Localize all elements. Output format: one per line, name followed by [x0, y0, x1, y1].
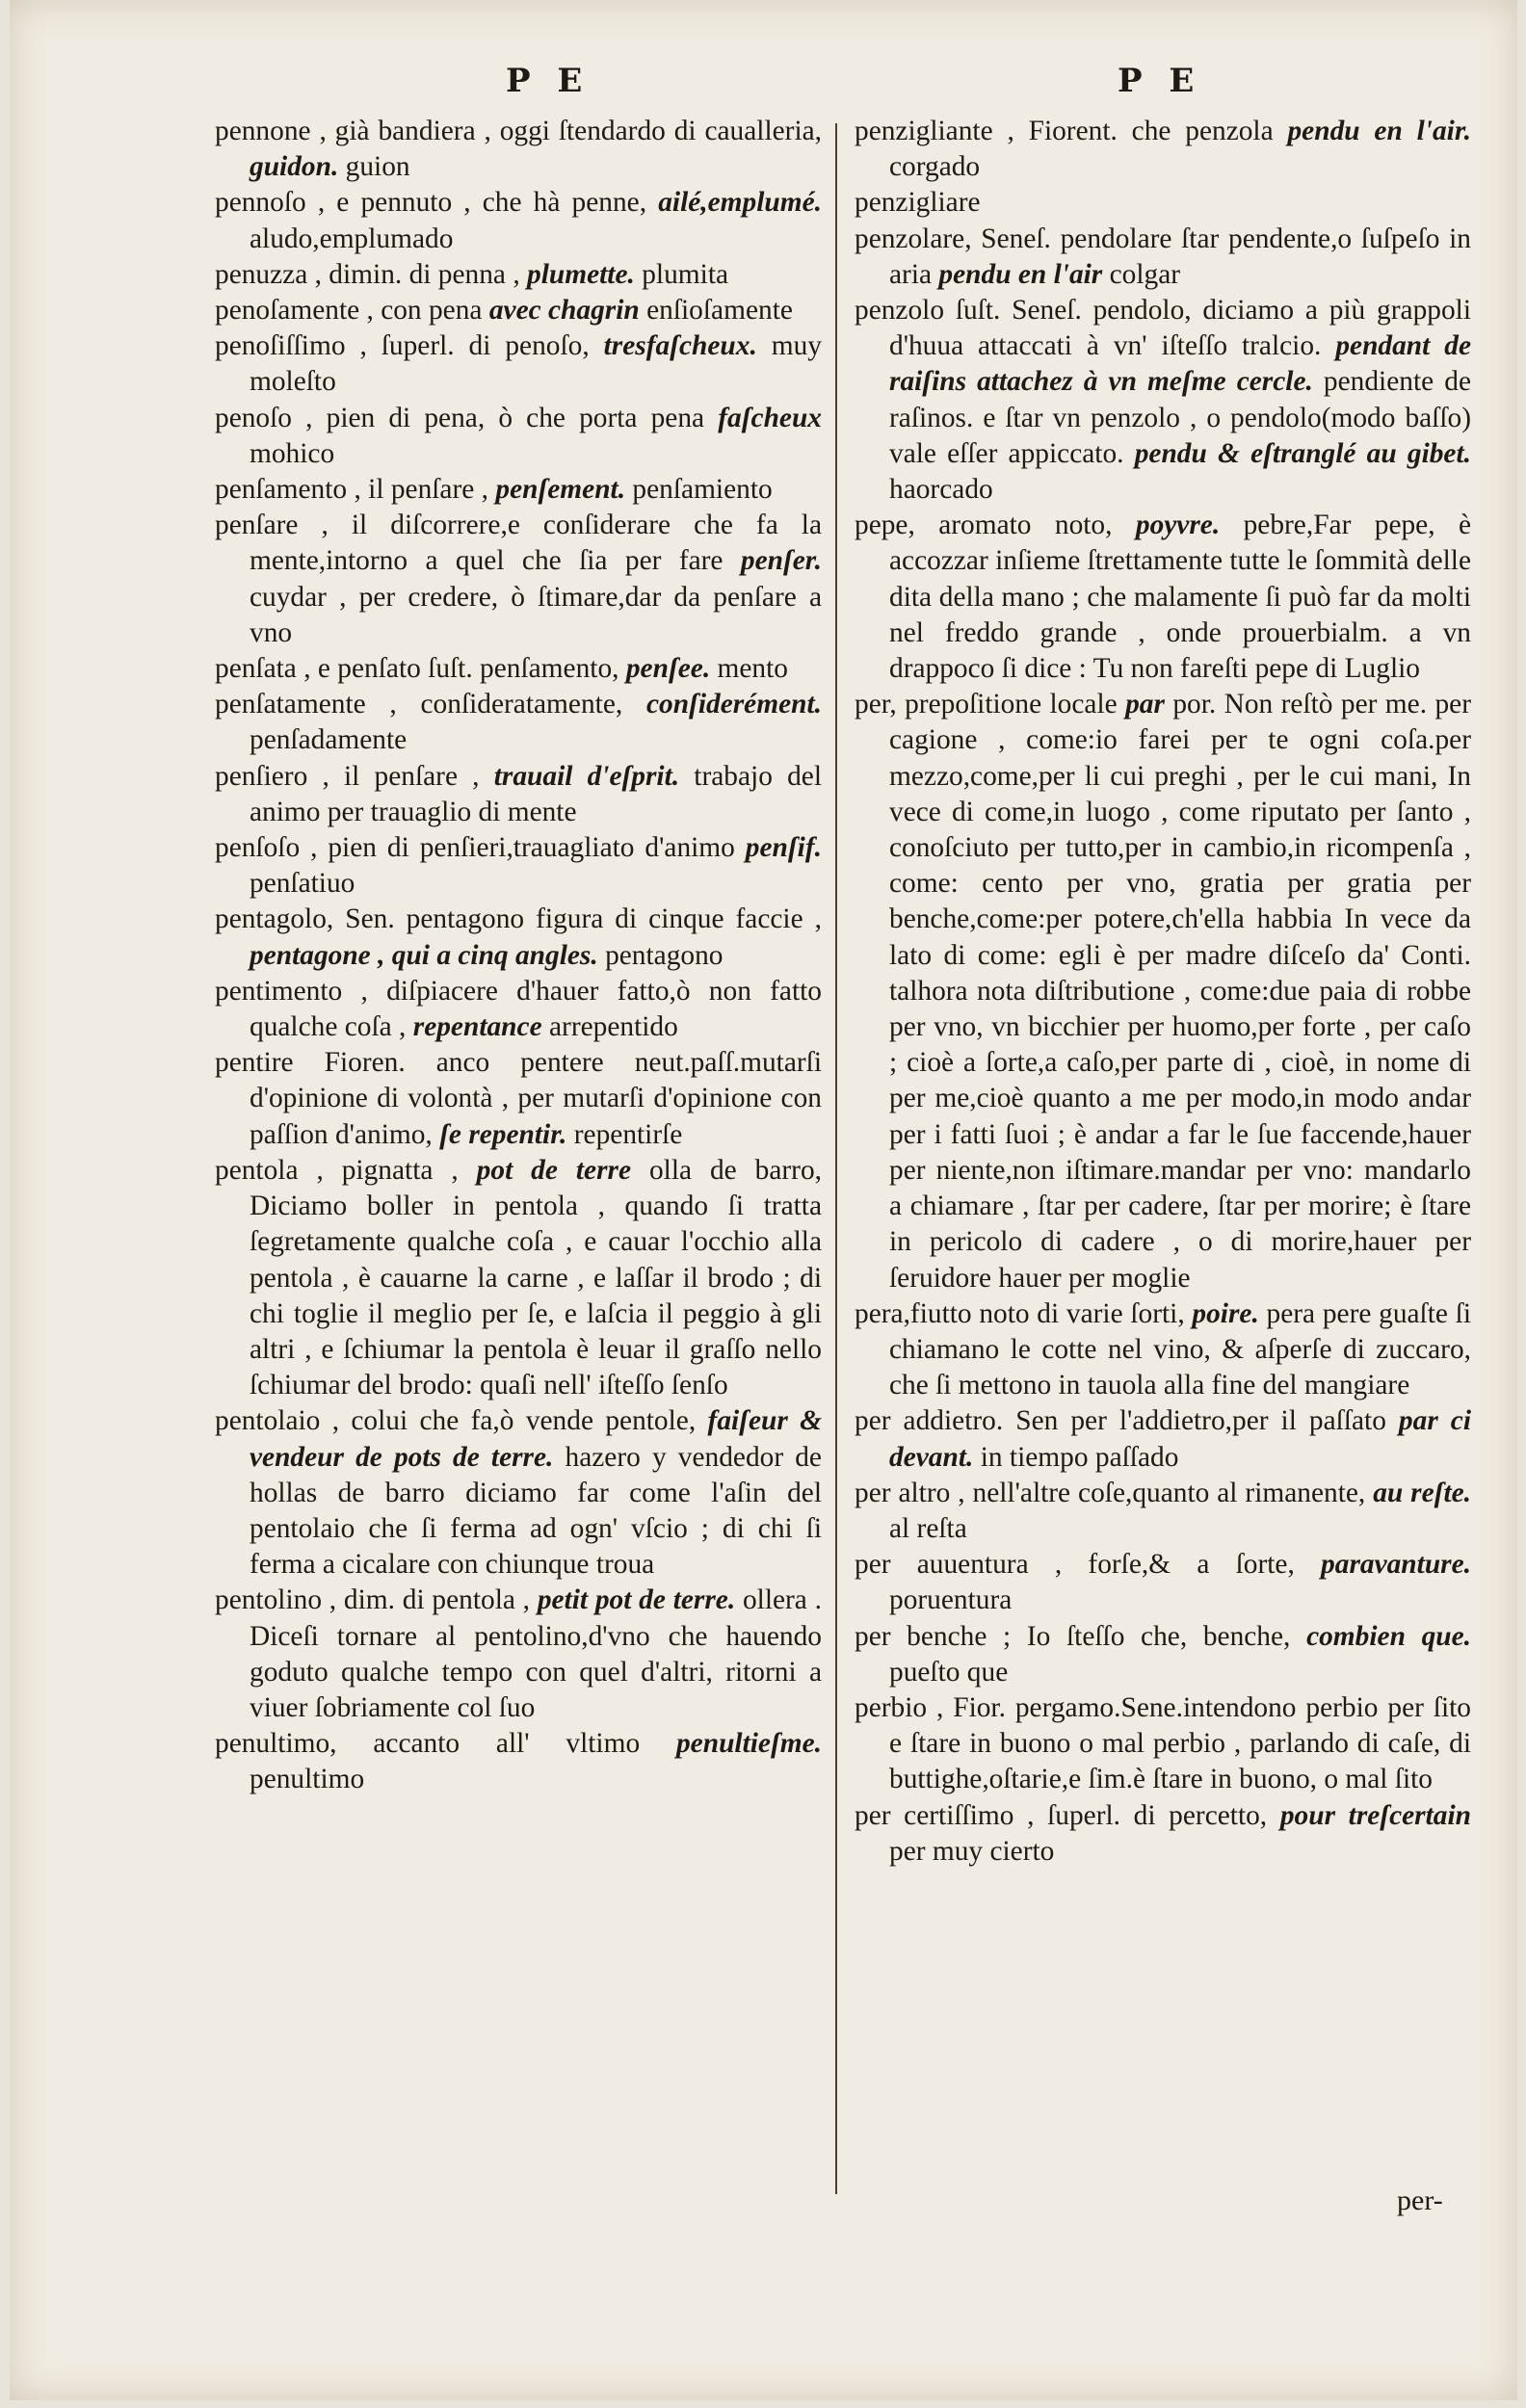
dictionary-entry: pentagolo, Sen. pentagono figura di cinque faccie , pentagone , qui a cinq angles. pentagono	[215, 903, 822, 971]
dictionary-entry: penſata , e penſato ſuſt. penſamento, penſee. mento	[215, 653, 788, 685]
dictionary-entry: penzigliare	[855, 187, 981, 219]
dictionary-entry: pentolaio , colui che fa,ò vende pentole, faiſeur & vendeur de pots de terre. hazero y vendedor de hollas de barro diciamo far come l'aſin del pentolaio che ſi ferma ad ogn' vſcio ; di chi ſi ferma a cicalare con chiunque troua	[215, 1405, 822, 1581]
dictionary-entry: pennoſo , e pennuto , che hà penne, ailé,emplumé. aludo,emplumado	[215, 187, 822, 254]
dictionary-entry: per altro , nell'altre coſe,quanto al rimanente, au reſte. al reſta	[855, 1477, 1472, 1544]
dictionary-entry: penſiero , il penſare , trauail d'eſprit. trabajo del animo per trauaglio di mente	[215, 760, 822, 827]
dictionary-entry: penſare , il diſcorrere,e conſiderare che fa la mente,intorno a quel che ſia per fare penſer. cuydar , per credere, ò ſtimare,dar da penſare a vno	[215, 510, 822, 648]
right-column	[855, 114, 1471, 1870]
dictionary-entry: penzolo ſuſt. Seneſ. pendolo, diciamo a più grappoli d'huua attaccati à vn' iſteſſo tralcio. pendant de raiſins attachez à vn meſme cercle. pendiente de raſinos. e ſtar vn penzolo , o pendolo(modo baſſo) vale eſſer appiccato. pendu & eſtranglé au gibet. haorcado	[855, 295, 1471, 506]
dictionary-entry: pera,fiutto noto di varie ſorti, poire. pera pere guaſte ſi chiamano le cotte nel vino, & aſperſe di zuccaro, che ſi mettono in tauola alla fine del mangiare	[855, 1297, 1471, 1401]
dictionary-entry: per auuentura , forſe,& a ſorte, paravanture. poruentura	[855, 1549, 1471, 1616]
dictionary-entry: penoſo , pien di pena, ò che porta pena faſcheux mohico	[215, 402, 822, 469]
dictionary-entry: penoſamente , con pena avec chagrin enſioſamente	[215, 295, 793, 327]
dictionary-entry: penultimo, accanto all' vltimo penultieſme. penultimo	[215, 1728, 822, 1795]
dictionary-entry: penuzza , dimin. di penna , plumette. plumita	[215, 258, 729, 290]
dictionary-entry: perbio , Fior. pergamo.Sene.intendono perbio per ſito e ſtare in buono o mal perbio , parlando di caſe, di buttighe,oſtarie,e ſim.è ſtare in buono, o mal ſito	[855, 1691, 1471, 1795]
dictionary-entry: pentola , pignatta , pot de terre olla de barro, Diciamo boller in pentola , quando ſi tratta ſegretamente qualche coſa , e cauar l'occhio alla pentola , è cauarne la carne , e laſſar il brodo ; di chi toglie il meglio per ſe, e laſcia il peggio à gli altri , e ſchiumar la pentola è leuar il graſſo nello ſchiumar del brodo: quaſi nell' iſteſſo ſenſo	[215, 1154, 823, 1401]
dictionary-entry: penzigliante , Fiorent. che penzola pendu en l'air. corgado	[855, 116, 1471, 183]
running-head-left: P E	[506, 62, 591, 100]
book-page	[10, 0, 1517, 2400]
dictionary-entry: penzolare, Seneſ. pendolare ſtar pendente,o ſuſpeſo in aria pendu en l'air colgar	[855, 222, 1471, 290]
dictionary-entry: penoſiſſimo , ſuperl. di penoſo, tresfaſcheux. muy moleſto	[215, 330, 822, 398]
dictionary-entry: pepe, aromato noto, poyvre. pebre,Far pepe, è accozzar inſieme ſtrettamente tutte le ſommità delle dita della mano ; che malamente ſi può far da molti nel freddo grande , onde prouerbialm. a vn drappoco ſi dice : Tu non fareſti pepe di Luglio	[855, 510, 1471, 685]
dictionary-entry: pentire Fioren. anco pentere neut.paſſ.mutarſi d'opinione di volontà , per mutarſi d'opinione con paſſion d'animo, ſe repentir. repentirſe	[215, 1047, 822, 1150]
left-column	[215, 114, 822, 1798]
dictionary-entry: pentolino , dim. di pentola , petit pot de terre. ollera . Diceſi tornare al pentolino,d'vno che hauendo goduto qualche tempo con quel d'altri, ritorni a viuer ſobriamente col ſuo	[215, 1584, 822, 1723]
dictionary-entry: per benche ; Io ſteſſo che, benche, combien que. pueſto que	[855, 1620, 1471, 1688]
dictionary-entry: per addietro. Sen per l'addietro,per il paſſato par ci devant. in tiempo paſſado	[855, 1405, 1471, 1473]
dictionary-entry: per certiſſimo , ſuperl. di percetto, pour treſcertain per muy cierto	[855, 1799, 1471, 1867]
column-divider	[835, 123, 837, 2194]
dictionary-entry: penſamento , il penſare , penſement. penſamiento	[215, 474, 773, 506]
dictionary-entry: per, prepoſitione locale par por. Non reſtò per me. per cagione , come:io farei per te ogni coſa.per mezzo,come,per li cui preghi , per le cui mani, In vece di come,in luogo , come riputato per ſanto , conoſciuto per tutto,per in cambio,in ricompenſa , come: cento per vno, gratia per gratia per benche,come:per potere,ch'ella habbia In vece da lato di come: egli è per madre diſceſo da' Conti. talhora nota diſtributione , come:due paia di robbe per vno, vn bicchier per huomo,per forte , per caſo ; cioè a ſorte,a caſo,per parte di , cioè, in nome di per me,cioè quanto a me per modo,in modo andar per i fatti ſuoi ; è andar a far le ſue faccende,hauer per niente,non iſtimare.mandar per vno: mandarlo a chiamare , ſtar per cadere, ſtar per morire; è ſtare in pericolo di cadere , o di morire,hauer per ſeruidore hauer per moglie	[855, 689, 1471, 1294]
catchword: per-	[1397, 2185, 1443, 2216]
running-head-right: P E	[1118, 62, 1202, 100]
dictionary-entry: penſoſo , pien di penſieri,trauagliato d'animo penſif. penſatiuo	[215, 832, 822, 900]
dictionary-entry: penſatamente , conſideratamente, conſiderément. penſadamente	[215, 689, 822, 756]
dictionary-entry: pennone , già bandiera , oggi ſtendardo di caualleria, guidon. guion	[215, 116, 822, 183]
dictionary-entry: pentimento , diſpiacere d'hauer fatto,ò non fatto qualche coſa , repentance arrepentido	[215, 975, 822, 1043]
